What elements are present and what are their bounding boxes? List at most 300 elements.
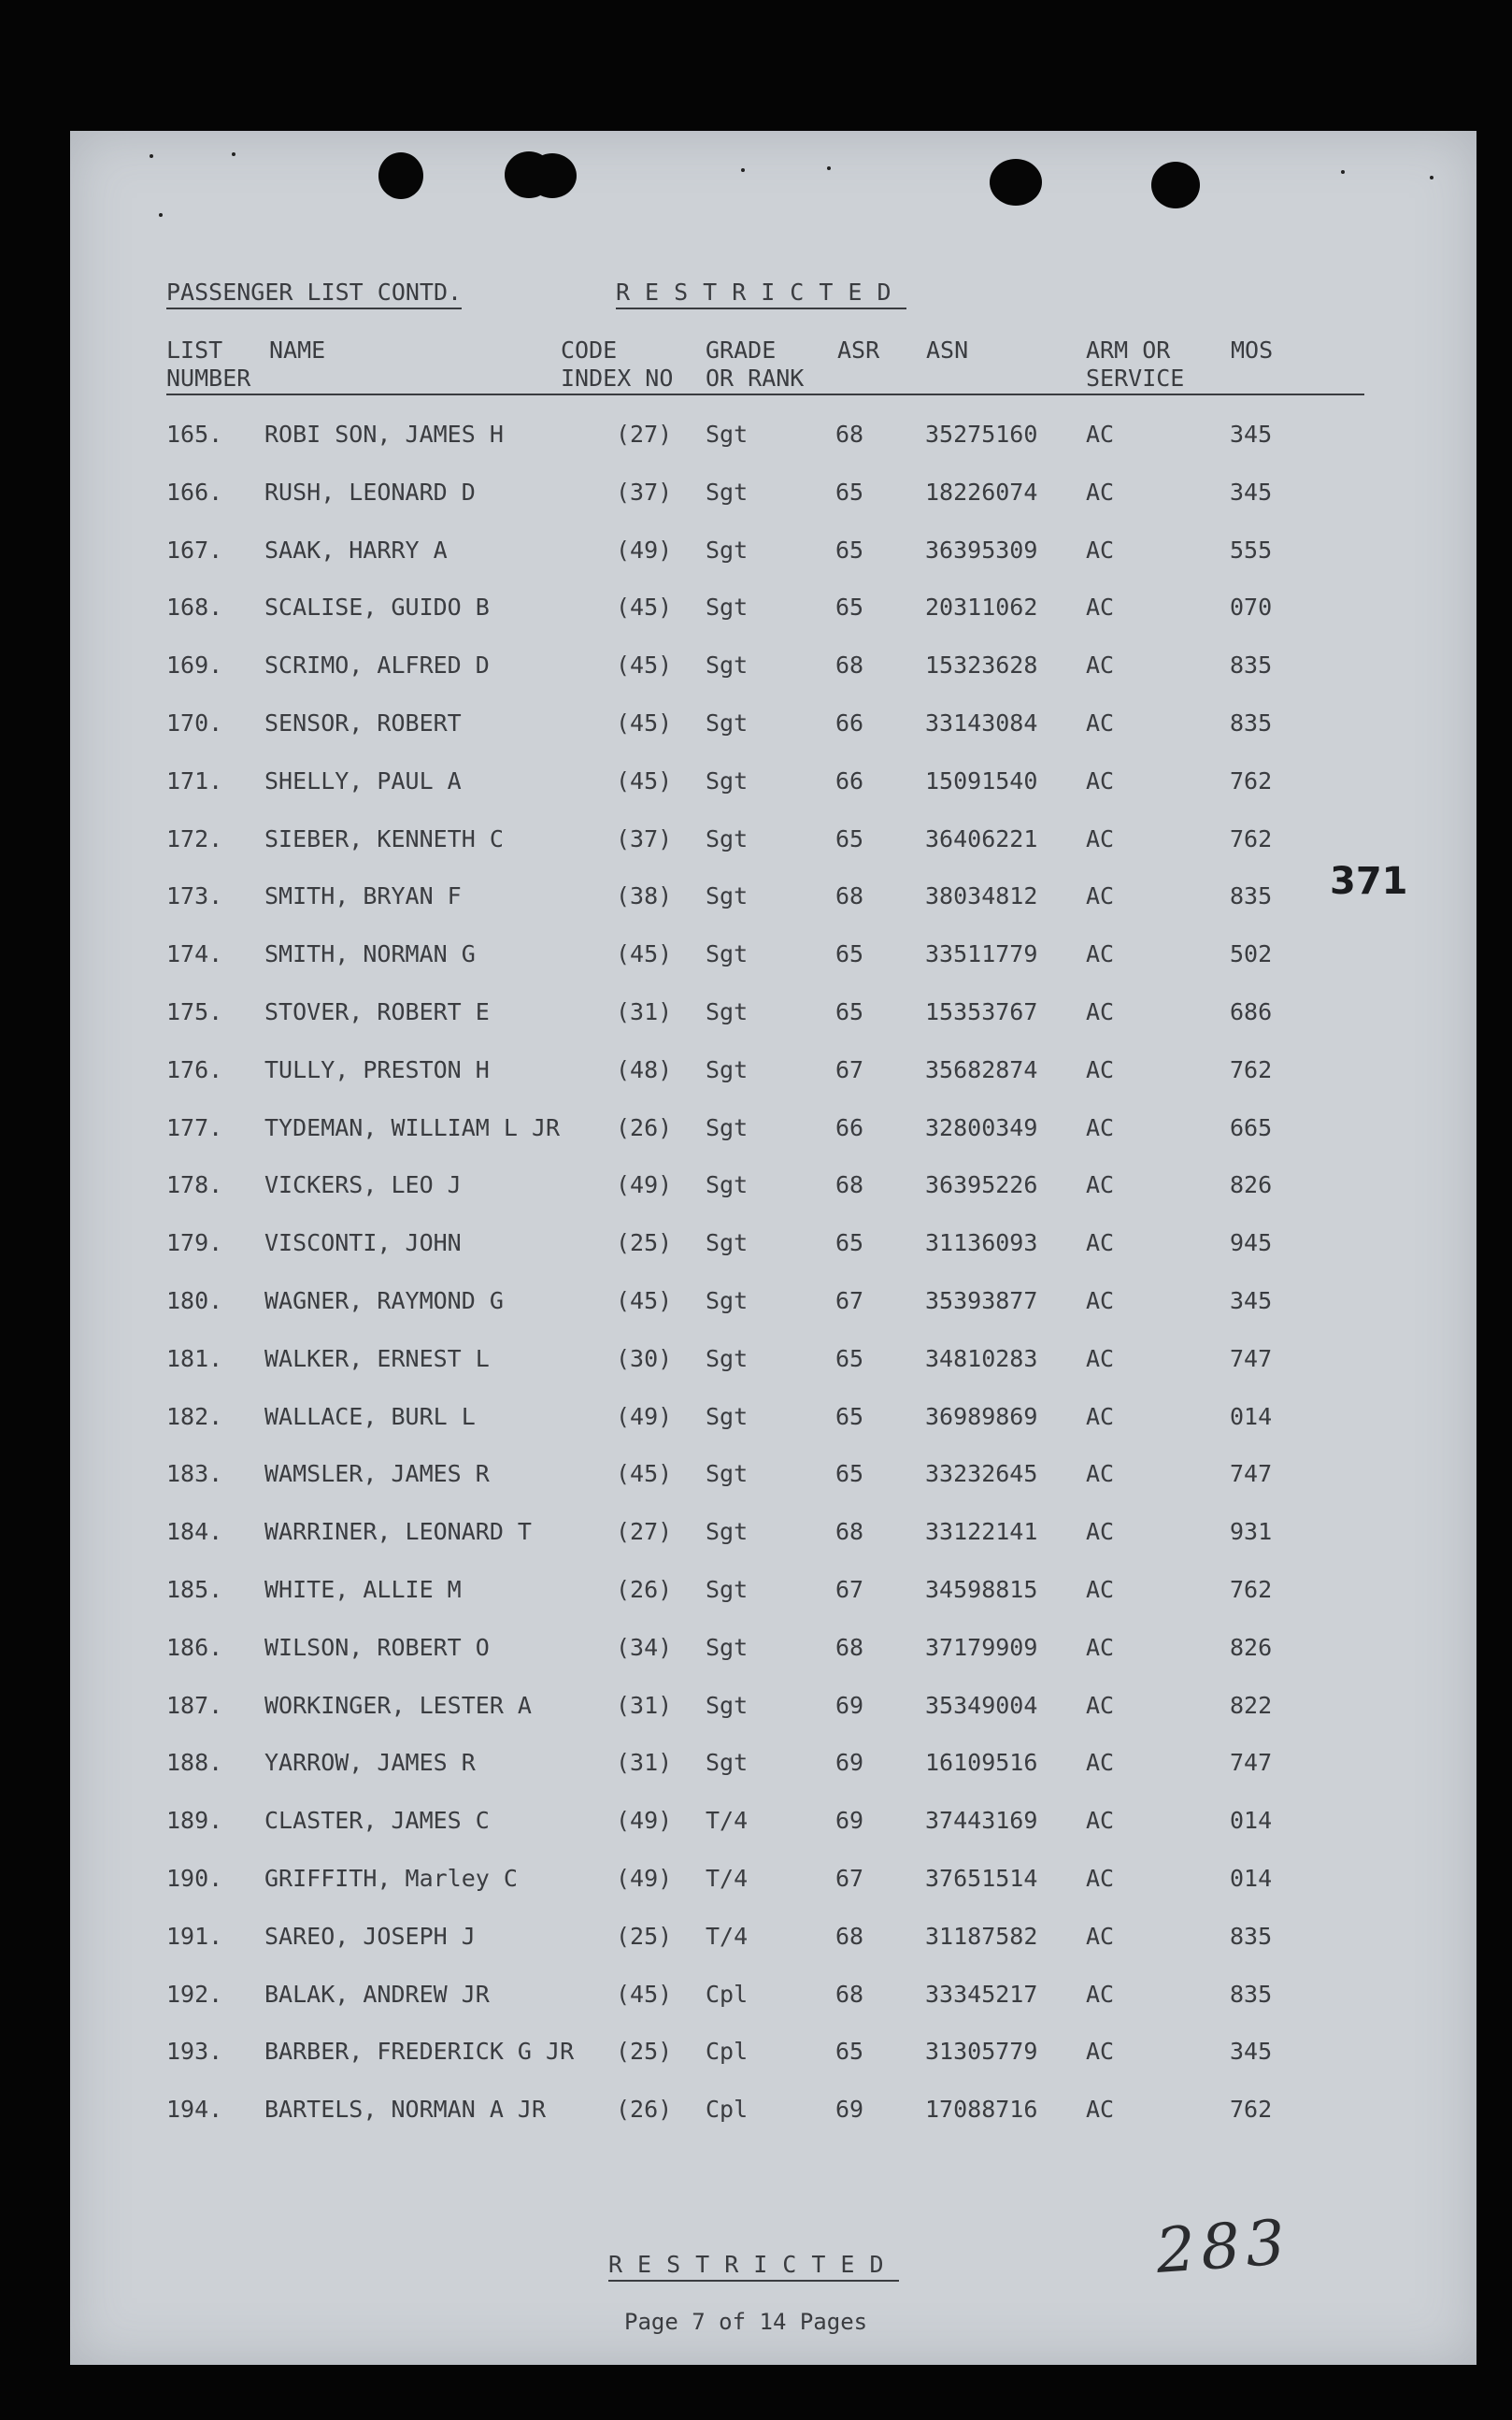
cell-code: (45)	[616, 766, 673, 795]
cell-code: (25)	[616, 2038, 673, 2066]
cell-grade: Sgt	[706, 1113, 749, 1141]
table-row	[70, 2098, 1476, 2135]
cell-asn: 35349004	[925, 1691, 1038, 1719]
cell-num: 192.	[166, 1980, 223, 2008]
cell-arm: AC	[1086, 1287, 1115, 1314]
cell-asn: 34598815	[925, 1576, 1038, 1603]
cell-asr: 68	[835, 1633, 864, 1661]
table-row	[70, 1173, 1476, 1210]
col-arm-line2: SERVICE	[1086, 365, 1185, 392]
cell-arm: AC	[1086, 2038, 1115, 2066]
table-row	[70, 824, 1476, 865]
cell-grade: Sgt	[706, 998, 749, 1025]
cell-name: BALAK, ANDREW JR	[264, 1980, 490, 2008]
cell-asr: 68	[835, 1980, 864, 2008]
cell-asr: 65	[835, 478, 864, 506]
punch-hole	[1151, 162, 1200, 208]
cell-grade: Sgt	[706, 766, 749, 795]
cell-code: (31)	[616, 998, 673, 1025]
table-row	[70, 653, 1476, 691]
cell-code: (31)	[616, 1749, 673, 1777]
cell-grade: Sgt	[706, 882, 749, 910]
cell-code: (49)	[616, 1865, 673, 1892]
table-row	[70, 942, 1476, 980]
cell-num: 176.	[166, 1055, 223, 1083]
cell-arm: AC	[1086, 1055, 1115, 1083]
cell-asn: 36989869	[925, 1402, 1038, 1430]
cell-code: (25)	[616, 1229, 673, 1257]
cell-asr: 68	[835, 1922, 864, 1950]
cell-grade: T/4	[706, 1865, 749, 1892]
cell-mos: 014	[1230, 1402, 1273, 1430]
cell-mos: 747	[1230, 1460, 1273, 1488]
cell-mos: 931	[1230, 1518, 1273, 1546]
cell-asn: 36406221	[925, 824, 1038, 852]
cell-code: (48)	[616, 1055, 673, 1083]
col-code-line1: CODE	[561, 337, 618, 364]
cell-mos: 686	[1230, 998, 1273, 1025]
table-row	[70, 711, 1476, 749]
speck	[741, 168, 745, 172]
cell-asr: 69	[835, 2096, 864, 2124]
cell-asr: 67	[835, 1287, 864, 1314]
cell-mos: 014	[1230, 1807, 1273, 1835]
cell-asr: 65	[835, 824, 864, 852]
punch-hole	[378, 152, 423, 199]
cell-arm: AC	[1086, 1922, 1115, 1950]
cell-name: WHITE, ALLIE M	[264, 1576, 462, 1603]
cell-num: 191.	[166, 1922, 223, 1950]
cell-grade: T/4	[706, 1807, 749, 1835]
table-row	[70, 1809, 1476, 1846]
cell-code: (45)	[616, 594, 673, 622]
cell-mos: 555	[1230, 536, 1273, 564]
cell-mos: 835	[1230, 882, 1273, 910]
cell-arm: AC	[1086, 882, 1115, 910]
cell-name: WARRINER, LEONARD T	[264, 1518, 532, 1546]
cell-arm: AC	[1086, 652, 1115, 680]
col-list-number-line2: NUMBER	[166, 365, 251, 392]
cell-arm: AC	[1086, 478, 1115, 506]
cell-grade: Sgt	[706, 1171, 749, 1199]
cell-grade: Sgt	[706, 1055, 749, 1083]
cell-asn: 31187582	[925, 1922, 1038, 1950]
cell-asr: 67	[835, 1576, 864, 1603]
cell-code: (30)	[616, 1344, 673, 1372]
cell-code: (49)	[616, 1402, 673, 1430]
cell-code: (34)	[616, 1633, 673, 1661]
cell-arm: AC	[1086, 2096, 1115, 2124]
cell-asr: 68	[835, 882, 864, 910]
cell-asr: 65	[835, 2038, 864, 2066]
cell-name: SMITH, NORMAN G	[264, 940, 476, 968]
cell-asr: 67	[835, 1055, 864, 1083]
cell-num: 169.	[166, 652, 223, 680]
speck	[232, 152, 235, 156]
cell-asn: 31305779	[925, 2038, 1038, 2066]
cell-asr: 68	[835, 1171, 864, 1199]
cell-mos: 762	[1230, 2096, 1273, 2124]
cell-code: (45)	[616, 1287, 673, 1314]
cell-asn: 33345217	[925, 1980, 1038, 2008]
table-row	[70, 1751, 1476, 1788]
cell-mos: 345	[1230, 478, 1273, 506]
cell-num: 167.	[166, 536, 223, 564]
cell-grade: Sgt	[706, 1229, 749, 1257]
cell-num: 194.	[166, 2096, 223, 2124]
table-row	[70, 1113, 1476, 1153]
table-row	[70, 422, 1476, 460]
cell-code: (49)	[616, 1807, 673, 1835]
cell-name: VISCONTI, JOHN	[264, 1229, 462, 1257]
table-row	[70, 1578, 1476, 1615]
cell-num: 193.	[166, 2038, 223, 2066]
cell-grade: Cpl	[706, 1980, 749, 2008]
cell-asn: 37443169	[925, 1807, 1038, 1835]
table-row	[70, 480, 1476, 518]
passenger-list-title: PASSENGER LIST CONTD.	[166, 280, 462, 309]
cell-arm: AC	[1086, 1402, 1115, 1430]
cell-arm: AC	[1086, 1576, 1115, 1603]
cell-asr: 66	[835, 1113, 864, 1141]
cell-num: 189.	[166, 1807, 223, 1835]
cell-code: (49)	[616, 536, 673, 564]
cell-asn: 36395226	[925, 1171, 1038, 1199]
cell-code: (49)	[616, 1171, 673, 1199]
cell-grade: Cpl	[706, 2096, 749, 2124]
cell-arm: AC	[1086, 1460, 1115, 1488]
table-row	[70, 1289, 1476, 1326]
col-asr: ASR	[837, 337, 880, 364]
cell-name: RUSH, LEONARD D	[264, 478, 476, 506]
cell-mos: 835	[1230, 1922, 1273, 1950]
cell-arm: AC	[1086, 1171, 1115, 1199]
cell-code: (26)	[616, 1113, 673, 1141]
cell-name: TULLY, PRESTON H	[264, 1055, 490, 1083]
cell-name: SENSOR, ROBERT	[264, 709, 462, 737]
cell-grade: Sgt	[706, 709, 749, 737]
cell-grade: T/4	[706, 1922, 749, 1950]
cell-asr: 66	[835, 766, 864, 795]
cell-num: 180.	[166, 1287, 223, 1314]
cell-asn: 20311062	[925, 594, 1038, 622]
cell-arm: AC	[1086, 940, 1115, 968]
table-row	[70, 1867, 1476, 1904]
cell-grade: Sgt	[706, 421, 749, 448]
cell-asr: 65	[835, 998, 864, 1025]
cell-arm: AC	[1086, 1807, 1115, 1835]
cell-name: SAAK, HARRY A	[264, 536, 448, 564]
cell-code: (45)	[616, 709, 673, 737]
cell-arm: AC	[1086, 1749, 1115, 1777]
table-row	[70, 1980, 1476, 2020]
cell-asr: 65	[835, 1229, 864, 1257]
table-row	[70, 1462, 1476, 1499]
cell-asn: 16109516	[925, 1749, 1038, 1777]
cell-asn: 17088716	[925, 2096, 1038, 2124]
cell-num: 184.	[166, 1518, 223, 1546]
cell-num: 173.	[166, 882, 223, 910]
speck	[159, 213, 163, 217]
punch-hole	[528, 153, 577, 198]
cell-grade: Cpl	[706, 2038, 749, 2066]
cell-grade: Sgt	[706, 1460, 749, 1488]
cell-num: 166.	[166, 478, 223, 506]
table-row	[70, 884, 1476, 922]
col-name: NAME	[269, 337, 326, 364]
cell-arm: AC	[1086, 1113, 1115, 1141]
cell-name: YARROW, JAMES R	[264, 1749, 476, 1777]
cell-mos: 747	[1230, 1749, 1273, 1777]
cell-asn: 36395309	[925, 536, 1038, 564]
cell-asn: 32800349	[925, 1113, 1038, 1141]
cell-asn: 35393877	[925, 1287, 1038, 1314]
cell-name: WALLACE, BURL L	[264, 1402, 476, 1430]
cell-arm: AC	[1086, 1633, 1115, 1661]
cell-asn: 34810283	[925, 1344, 1038, 1372]
table-row	[70, 1633, 1476, 1673]
cell-name: GRIFFITH, Marley C	[264, 1865, 518, 1892]
cell-asr: 65	[835, 536, 864, 564]
cell-asr: 65	[835, 1402, 864, 1430]
cell-asr: 68	[835, 652, 864, 680]
cell-mos: 835	[1230, 652, 1273, 680]
cell-mos: 665	[1230, 1113, 1273, 1141]
document-page	[70, 131, 1476, 2365]
cell-name: STOVER, ROBERT E	[264, 998, 490, 1025]
cell-asn: 35275160	[925, 421, 1038, 448]
col-list-number-line1: LIST	[166, 337, 223, 364]
cell-asn: 18226074	[925, 478, 1038, 506]
cell-arm: AC	[1086, 709, 1115, 737]
cell-asn: 15353767	[925, 998, 1038, 1025]
cell-mos: 945	[1230, 1229, 1273, 1257]
table-row	[70, 1055, 1476, 1095]
cell-mos: 762	[1230, 1055, 1273, 1083]
speck	[827, 166, 831, 170]
cell-asr: 69	[835, 1749, 864, 1777]
cell-arm: AC	[1086, 594, 1115, 622]
cell-arm: AC	[1086, 1518, 1115, 1546]
handwritten-number: 283	[1153, 2206, 1293, 2287]
cell-mos: 822	[1230, 1691, 1273, 1719]
col-arm-line1: ARM OR	[1086, 337, 1171, 364]
cell-num: 181.	[166, 1344, 223, 1372]
cell-num: 178.	[166, 1171, 223, 1199]
cell-arm: AC	[1086, 1344, 1115, 1372]
table-row	[70, 1922, 1476, 1962]
cell-asr: 67	[835, 1865, 864, 1892]
cell-num: 168.	[166, 594, 223, 622]
cell-name: SCRIMO, ALFRED D	[264, 652, 490, 680]
header-rule	[166, 394, 1364, 395]
table-row	[70, 2040, 1476, 2077]
cell-mos: 345	[1230, 2038, 1273, 2066]
cell-grade: Sgt	[706, 536, 749, 564]
cell-mos: 835	[1230, 709, 1273, 737]
cell-name: VICKERS, LEO J	[264, 1171, 462, 1199]
cell-name: SMITH, BRYAN F	[264, 882, 462, 910]
cell-name: WAGNER, RAYMOND G	[264, 1287, 504, 1314]
col-grade-line1: GRADE	[706, 337, 777, 364]
cell-name: ROBI SON, JAMES H	[264, 421, 504, 448]
cell-grade: Sgt	[706, 478, 749, 506]
cell-grade: Sgt	[706, 1576, 749, 1603]
cell-grade: Sgt	[706, 1633, 749, 1661]
cell-code: (37)	[616, 478, 673, 506]
cell-num: 171.	[166, 766, 223, 795]
cell-num: 174.	[166, 940, 223, 968]
punch-hole	[990, 159, 1042, 206]
cell-grade: Sgt	[706, 824, 749, 852]
cell-asr: 65	[835, 1344, 864, 1372]
cell-code: (27)	[616, 421, 673, 448]
cell-mos: 835	[1230, 1980, 1273, 2008]
cell-asn: 31136093	[925, 1229, 1038, 1257]
cell-asn: 33143084	[925, 709, 1038, 737]
cell-grade: Sgt	[706, 1344, 749, 1372]
cell-num: 179.	[166, 1229, 223, 1257]
table-row	[70, 766, 1476, 807]
cell-mos: 762	[1230, 1576, 1273, 1603]
cell-arm: AC	[1086, 824, 1115, 852]
cell-num: 187.	[166, 1691, 223, 1719]
cell-name: WAMSLER, JAMES R	[264, 1460, 490, 1488]
cell-code: (45)	[616, 1980, 673, 2008]
cell-mos: 762	[1230, 766, 1273, 795]
col-grade-line2: OR RANK	[706, 365, 805, 392]
col-code-line2: INDEX NO	[561, 365, 674, 392]
cell-asr: 66	[835, 709, 864, 737]
table-row	[70, 1402, 1476, 1442]
table-row	[70, 1520, 1476, 1557]
cell-asn: 15091540	[925, 766, 1038, 795]
cell-asr: 65	[835, 594, 864, 622]
cell-num: 172.	[166, 824, 223, 852]
cell-num: 186.	[166, 1633, 223, 1661]
speck	[1341, 170, 1345, 174]
cell-arm: AC	[1086, 1691, 1115, 1719]
cell-asr: 68	[835, 421, 864, 448]
cell-asr: 65	[835, 1460, 864, 1488]
cell-grade: Sgt	[706, 652, 749, 680]
cell-mos: 826	[1230, 1633, 1273, 1661]
cell-mos: 747	[1230, 1344, 1273, 1372]
cell-num: 188.	[166, 1749, 223, 1777]
cell-code: (45)	[616, 1460, 673, 1488]
cell-grade: Sgt	[706, 1402, 749, 1430]
cell-num: 182.	[166, 1402, 223, 1430]
cell-asr: 68	[835, 1518, 864, 1546]
cell-name: TYDEMAN, WILLIAM L JR	[264, 1113, 561, 1141]
cell-num: 170.	[166, 709, 223, 737]
cell-asn: 37651514	[925, 1865, 1038, 1892]
col-asn: ASN	[926, 337, 969, 364]
cell-num: 185.	[166, 1576, 223, 1603]
cell-code: (31)	[616, 1691, 673, 1719]
table-row	[70, 595, 1476, 633]
cell-grade: Sgt	[706, 1691, 749, 1719]
cell-name: SAREO, JOSEPH J	[264, 1922, 476, 1950]
cell-num: 165.	[166, 421, 223, 448]
cell-arm: AC	[1086, 1980, 1115, 2008]
cell-mos: 345	[1230, 1287, 1273, 1314]
cell-name: SIEBER, KENNETH C	[264, 824, 504, 852]
cell-code: (38)	[616, 882, 673, 910]
cell-code: (26)	[616, 2096, 673, 2124]
cell-grade: Sgt	[706, 1749, 749, 1777]
table-row	[70, 1691, 1476, 1731]
cell-arm: AC	[1086, 998, 1115, 1025]
cell-mos: 070	[1230, 594, 1273, 622]
cell-num: 177.	[166, 1113, 223, 1141]
cell-name: CLASTER, JAMES C	[264, 1807, 490, 1835]
cell-grade: Sgt	[706, 1518, 749, 1546]
cell-grade: Sgt	[706, 594, 749, 622]
cell-mos: 762	[1230, 824, 1273, 852]
speck	[1430, 176, 1434, 179]
cell-code: (26)	[616, 1576, 673, 1603]
speck	[150, 154, 153, 158]
cell-asn: 33232645	[925, 1460, 1038, 1488]
cell-name: BARBER, FREDERICK G JR	[264, 2038, 575, 2066]
table-row	[70, 1344, 1476, 1384]
cell-asr: 65	[835, 940, 864, 968]
restricted-header: RESTRICTED	[616, 280, 906, 309]
cell-name: WILSON, ROBERT O	[264, 1633, 490, 1661]
table-row	[70, 538, 1476, 576]
table-row	[70, 1000, 1476, 1038]
page-count: Page 7 of 14 Pages	[624, 2309, 868, 2335]
cell-code: (27)	[616, 1518, 673, 1546]
cell-asr: 69	[835, 1807, 864, 1835]
cell-asn: 37179909	[925, 1633, 1038, 1661]
cell-grade: Sgt	[706, 1287, 749, 1314]
restricted-footer: RESTRICTED	[608, 2253, 899, 2282]
cell-num: 190.	[166, 1865, 223, 1892]
table-row	[70, 1231, 1476, 1268]
cell-grade: Sgt	[706, 940, 749, 968]
cell-asn: 35682874	[925, 1055, 1038, 1083]
cell-num: 175.	[166, 998, 223, 1025]
cell-mos: 014	[1230, 1865, 1273, 1892]
cell-name: BARTELS, NORMAN A JR	[264, 2096, 547, 2124]
cell-name: SCALISE, GUIDO B	[264, 594, 490, 622]
cell-code: (45)	[616, 940, 673, 968]
cell-asn: 38034812	[925, 882, 1038, 910]
cell-num: 183.	[166, 1460, 223, 1488]
cell-arm: AC	[1086, 1865, 1115, 1892]
cell-asn: 15323628	[925, 652, 1038, 680]
cell-mos: 826	[1230, 1171, 1273, 1199]
cell-code: (25)	[616, 1922, 673, 1950]
cell-arm: AC	[1086, 421, 1115, 448]
cell-name: WORKINGER, LESTER A	[264, 1691, 532, 1719]
cell-mos: 345	[1230, 421, 1273, 448]
cell-arm: AC	[1086, 1229, 1115, 1257]
cell-name: SHELLY, PAUL A	[264, 766, 462, 795]
cell-asn: 33122141	[925, 1518, 1038, 1546]
cell-arm: AC	[1086, 766, 1115, 795]
stamped-page-number: 371	[1330, 860, 1408, 903]
cell-arm: AC	[1086, 536, 1115, 564]
cell-code: (45)	[616, 652, 673, 680]
cell-code: (37)	[616, 824, 673, 852]
cell-asn: 33511779	[925, 940, 1038, 968]
col-mos: MOS	[1231, 337, 1274, 364]
cell-mos: 502	[1230, 940, 1273, 968]
cell-name: WALKER, ERNEST L	[264, 1344, 490, 1372]
